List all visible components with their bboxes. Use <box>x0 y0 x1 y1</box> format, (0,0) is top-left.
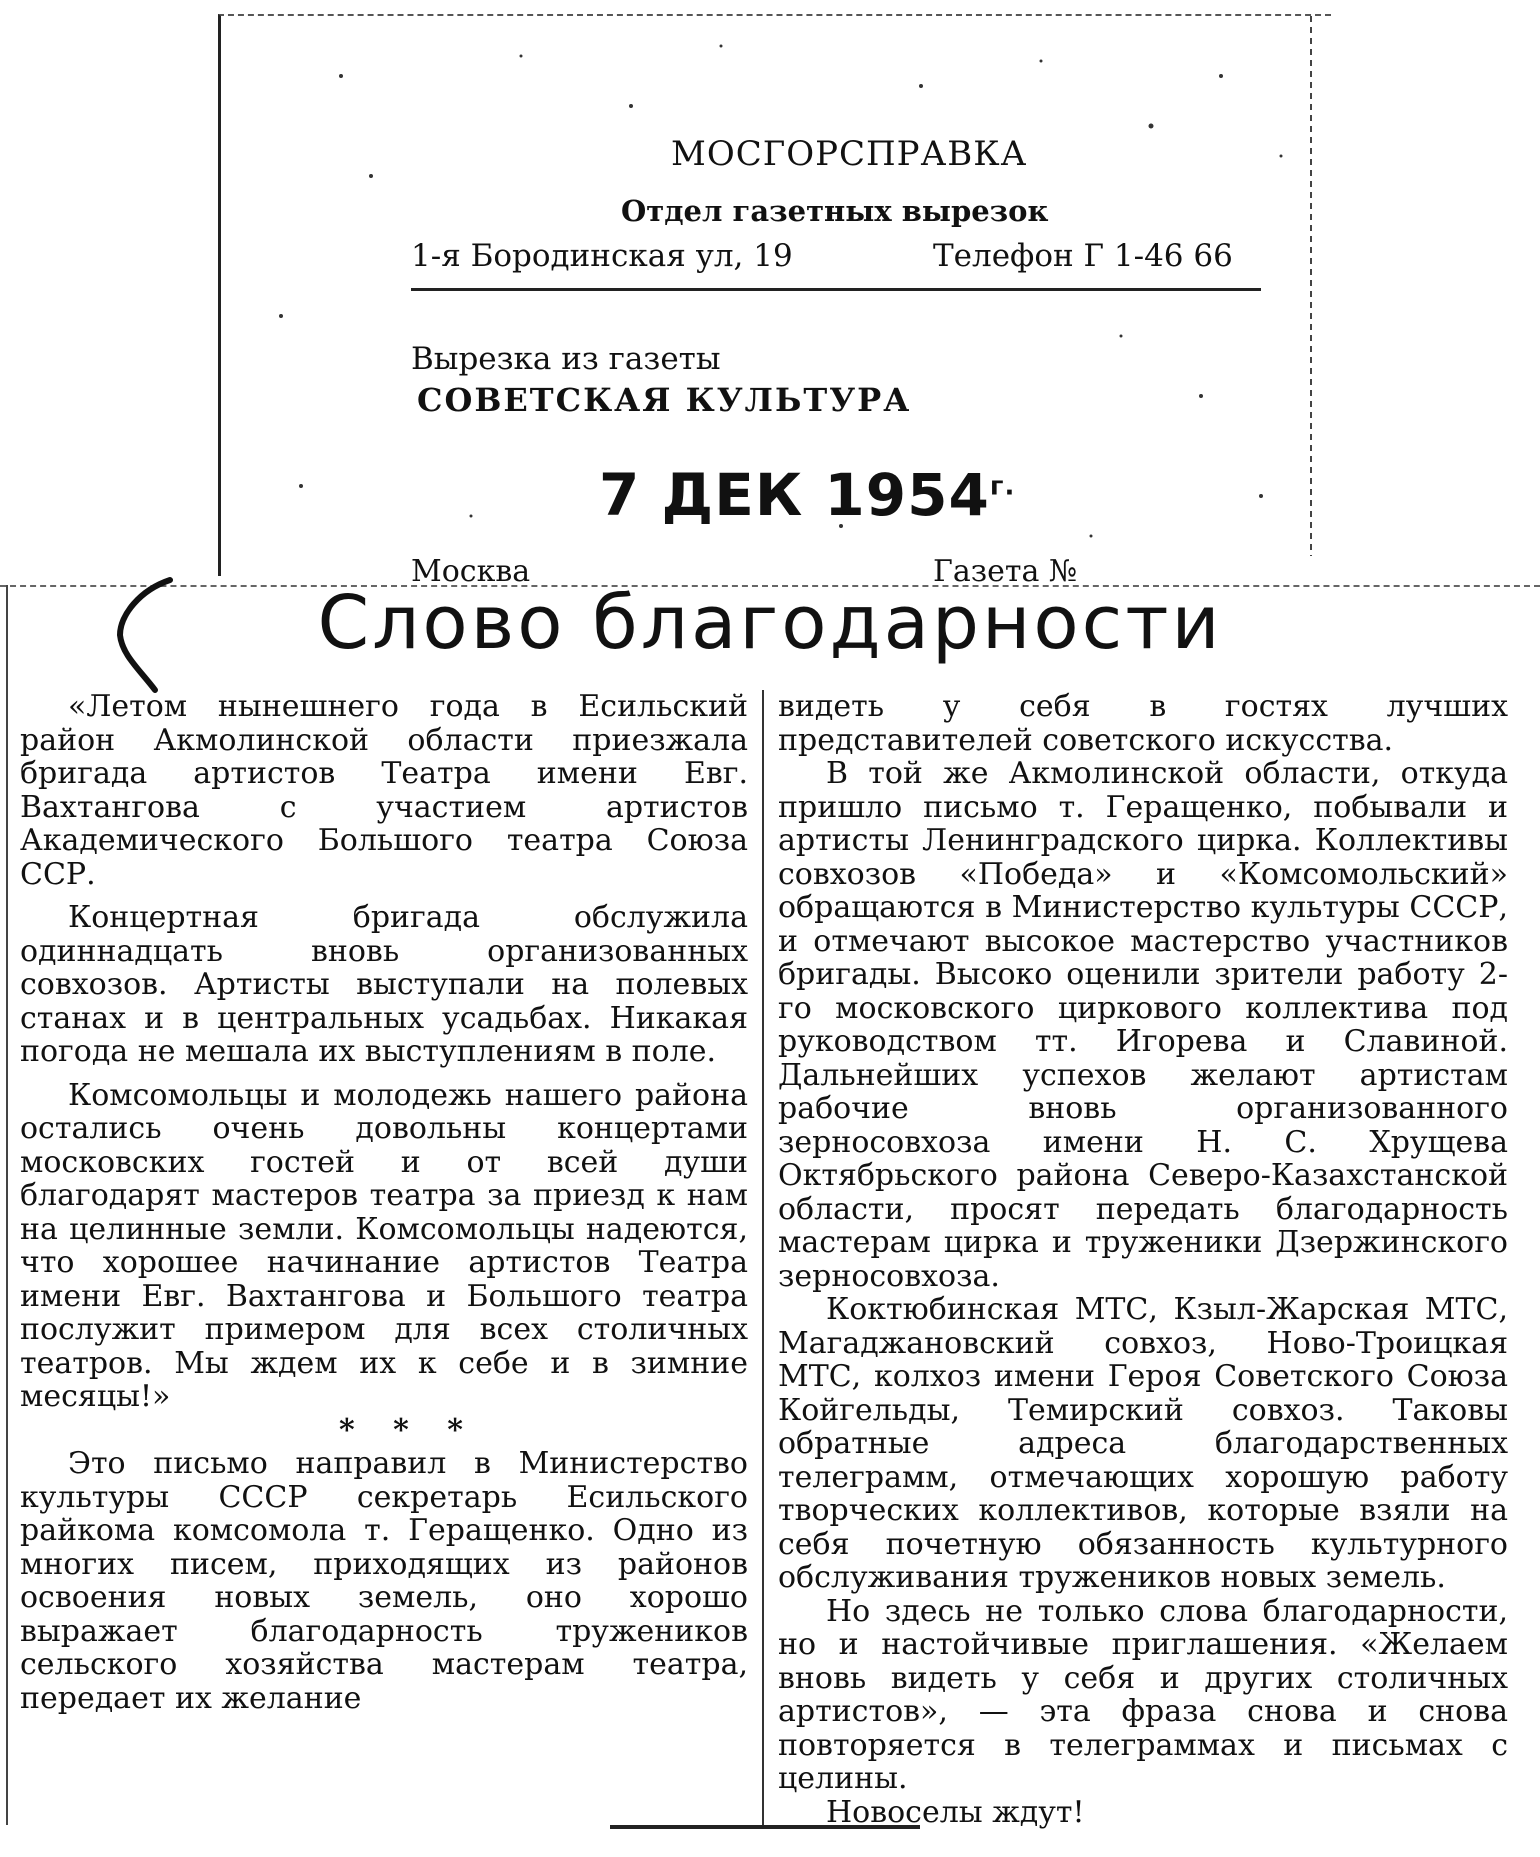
article-paragraph: Но здесь не только слова благодарности, но и настойчивые приглашения. «Желаем вновь видеть у себя и других столичных артистов», — эта фраза снова и снова повторяется в телеграммах и письмах с целины. <box>778 1593 1508 1796</box>
stamp-agency: МОСГОРСПРАВКА <box>671 134 1028 174</box>
article-paragraph: В той же Акмолинской области, откуда пришло письмо т. Геращенко, побывали и артисты Ленинградского цирка. Коллективы совхозов «Победа» и «Комсомольский» обращаются в Министерство культуры СССР, и отмечают высокое мастерство участников бригады. Высоко оценили зрители работу 2-го московского циркового коллектива под руководством тт. Игорева и Славиной. Дальнейших успехов желают артистам рабочие вновь организованного зерносовхоза имени Н. С. Хрущева Октябрьского района Северо-Казахстанской области, просят передать благодарность мастерам цирка и труженики Дзержинского зерносовхоза. <box>778 756 1508 1294</box>
article-paragraph: Это письмо направил в Министерство культуры СССР секретарь Есильского райкома комсомола т. Геращенко. Одно из многих писем, приходящих из районов освоения новых земель, оно хорошо выражает благодарность тружеников сельского хозяйства мастерам театра, передает их желание <box>20 1446 748 1716</box>
stamp-cut-label: Вырезка из газеты <box>411 341 721 377</box>
column-divider <box>762 690 764 1825</box>
stamp-date-suffix: г. <box>989 471 1016 502</box>
clipping-stamp <box>218 14 1331 589</box>
stamp-divider <box>411 288 1261 291</box>
article-paragraph: Коктюбинская МТС, Кзыл-Жарская МТС, Магаджановский совхоз, Ново-Троицкая МТС, колхоз имени Героя Советского Союза Койгельды, Темирский совхоз. Таковы обратные адреса благодарственных телеграмм, отмечающих хорошую работу творческих коллективов, которые взяли на себя почетную обязанность культурного обслуживания тружеников новых земель. <box>778 1292 1508 1595</box>
article-paragraph: видеть у себя в гостях лучших представителей советского искусства. <box>778 689 1508 758</box>
stamp-gazeta-number: Газета № <box>933 554 1078 589</box>
article-paragraph: «Летом нынешнего года в Есильский район Акмолинской области приезжала бригада артистов Театра имени Евг. Вахтангова с участием артистов Академического Большого театра Союза ССР. <box>20 689 748 892</box>
clipping-left-edge <box>6 585 8 1825</box>
stamp-address: 1-я Бородинская ул, 19 <box>411 238 793 274</box>
stamp-date <box>599 461 1015 529</box>
article-title: Слово благодарности <box>317 580 1223 666</box>
article-paragraph: Концертная бригада обслужила одиннадцать вновь организованных совхозов. Артисты выступали на полевых станах и в центральных усадьбах. Никакая погода не мешала их выступлениям в поле. <box>20 900 748 1069</box>
stamp-newspaper-name: СОВЕТСКАЯ КУЛЬТУРА <box>417 381 912 419</box>
article-closing-line: Новоселы ждут! <box>826 1794 1085 1830</box>
article-paragraph: Комсомольцы и молодежь нашего района остались очень довольны концертами московских гостей и от всей души благодарят мастеров театра за приезд к нам на целинные земли. Комсомольцы надеются, что хорошее начинание артистов Театра имени Евг. Вахтангова и Большого театра послужит примером для всех столичных театров. Мы ждем их к себе и в зимние месяцы!» <box>20 1077 748 1414</box>
stamp-department: Отдел газетных вырезок <box>621 194 1049 228</box>
section-separator: * * * <box>339 1412 477 1448</box>
stamp-phone: Телефон Г 1-46 66 <box>933 238 1233 274</box>
stamp-city: Москва <box>411 554 531 589</box>
stamp-date-value: 7 ДЕК 1954 <box>599 461 990 529</box>
article-right-column <box>778 690 1508 1829</box>
article-left-column <box>20 690 748 1715</box>
article-end-rule <box>610 1825 920 1829</box>
